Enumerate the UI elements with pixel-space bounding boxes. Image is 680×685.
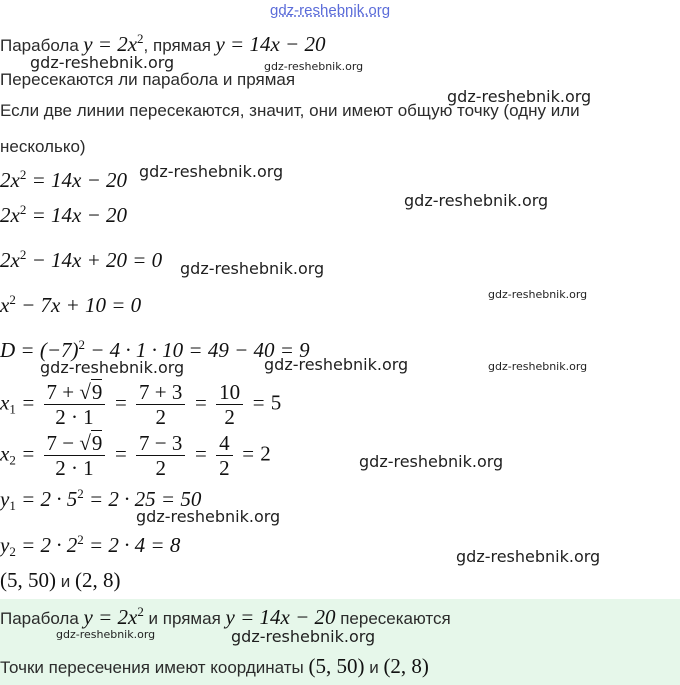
intro-line-eq: y = 14x − 20 bbox=[215, 32, 326, 56]
watermark: gdz-reshebnik.org bbox=[456, 547, 601, 566]
y1-calc: $y_1 = 2 \cdot 5^2 = 2 \cdot 25 = 50$ bbox=[0, 486, 202, 513]
watermark: gdz-reshebnik.org bbox=[30, 53, 175, 72]
watermark-top-link[interactable]: gdz-reshebnik.org bbox=[270, 2, 391, 19]
watermark: gdz-reshebnik.org bbox=[488, 288, 588, 301]
answer-parabola: $y = 2x^2$ bbox=[83, 604, 144, 629]
explanation-line-1: Если две линии пересекаются, значит, они имеют общую точку (одну или bbox=[0, 101, 580, 120]
watermark: gdz-reshebnik.org bbox=[264, 60, 364, 73]
discriminant: $D = (-7)^2 - 4 \cdot 1 \cdot 10 = 49 - 40 = 9$ bbox=[0, 337, 310, 362]
explanation-line-2: несколько) bbox=[0, 137, 86, 156]
intro-parabola: $y = 2x^2$ bbox=[83, 31, 144, 56]
watermark: gdz-reshebnik.org bbox=[264, 355, 409, 374]
step-3: $2x^2 - 14x + 20 = 0$ bbox=[0, 247, 163, 272]
answer-line-1: Парабола $y = 2x^2$ и прямая y = 14x − 20 пересекаются bbox=[0, 604, 451, 629]
question-text: Пересекаются ли парабола и прямая bbox=[0, 70, 296, 89]
step-2: $2x^2 = 14x - 20$ bbox=[0, 202, 127, 227]
answer-line-eq: y = 14x − 20 bbox=[225, 605, 336, 629]
intro-sep: , прямая bbox=[143, 36, 212, 55]
watermark: gdz-reshebnik.org bbox=[359, 452, 504, 471]
watermark: gdz-reshebnik.org bbox=[136, 507, 281, 526]
watermark: gdz-reshebnik.org bbox=[404, 191, 549, 210]
watermark: gdz-reshebnik.org bbox=[447, 87, 592, 106]
watermark: gdz-reshebnik.org bbox=[180, 259, 325, 278]
watermark: gdz-reshebnik.org bbox=[56, 628, 156, 641]
watermark: gdz-reshebnik.org bbox=[40, 358, 185, 377]
root-x1: $x_1$ = $\frac{7 + √9}{2 \cdot 1}$ = $\frac{7 + 3}{2}$ = $\frac{10}{2}$ = 5 bbox=[0, 380, 282, 429]
step-4: $x^2 - 7x + 10 = 0$ bbox=[0, 292, 142, 317]
answer-line-2: Точки пересечения имеют координаты (5, 50) и (2, 8) bbox=[0, 654, 429, 678]
watermark: gdz-reshebnik.org bbox=[231, 627, 376, 646]
watermark: gdz-reshebnik.org bbox=[139, 162, 284, 181]
intro-label: Парабола bbox=[0, 36, 79, 55]
y2-calc: $y_2 = 2 \cdot 2^2 = 2 \cdot 4 = 8$ bbox=[0, 532, 181, 559]
watermark: gdz-reshebnik.org bbox=[488, 360, 588, 373]
step-1: $2x^2 = 14x - 20$ bbox=[0, 167, 127, 192]
intersection-points: (5, 50) и (2, 8) bbox=[0, 568, 121, 592]
root-x2: $x_2$ = $\frac{7 - √9}{2 \cdot 1}$ = $\frac{7 - 3}{2}$ = $\frac{4}{2}$ = 2 bbox=[0, 431, 271, 480]
